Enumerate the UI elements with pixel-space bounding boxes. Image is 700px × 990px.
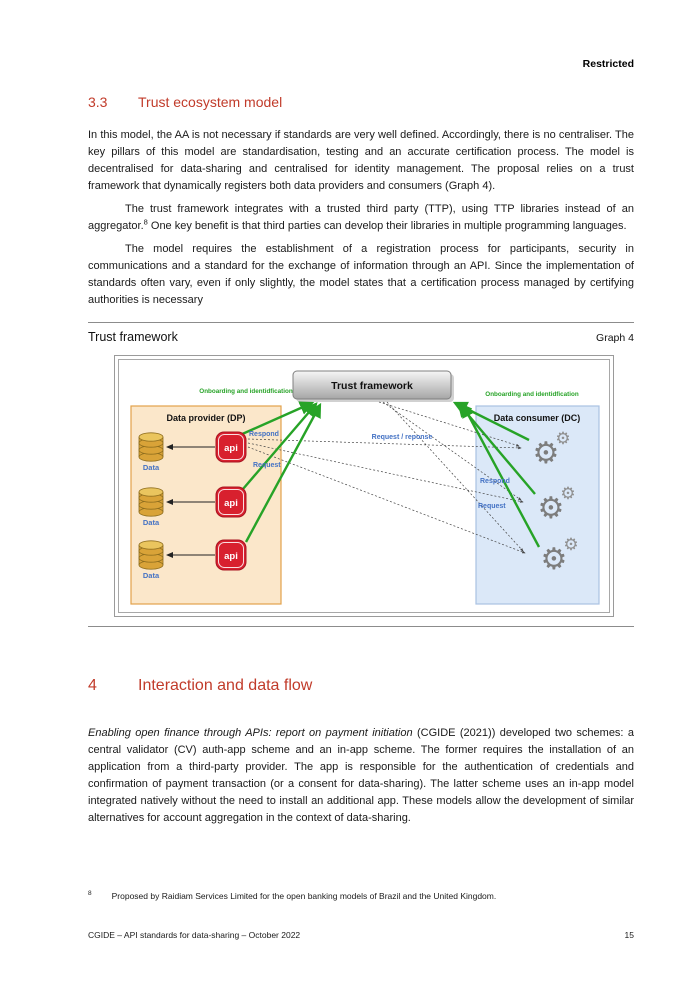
section-title: Interaction and data flow bbox=[138, 677, 313, 694]
database-icon bbox=[139, 433, 163, 461]
horizontal-rule bbox=[88, 626, 634, 627]
section-heading-3-3 bbox=[88, 94, 634, 110]
request-label-right: Request bbox=[478, 503, 506, 510]
paragraph-text: (CGIDE (2021)) developed two schemes: a central validator (CV) auth-app scheme and an in-app scheme. The former requires the installation of an application from a third-party provider. The app is responsible for the authentication of credentials and confirmation of payment transaction (or a consent for data-sharing). The latter scheme uses an in-app model integrated natively without the need to install an additional app. These models allow the development of similar alternatives for account aggregation in the context of data-sharing. bbox=[88, 727, 634, 824]
request-response-label: Request / reponse bbox=[371, 434, 433, 441]
paragraph: In this model, the AA is not necessary if standards are very well defined. Accordingly, there is no centraliser. The key pillars of this model are standardisation, testing and an accurate certification process. The model is decentralised for data-sharing and centralised for identity management. The proposal relies on a trust framework that dynamically registers both data providers and consumers (Graph 4). bbox=[88, 129, 634, 192]
paragraph bbox=[88, 201, 634, 235]
api-icon bbox=[216, 487, 246, 517]
paragraph-text: The trust framework integrates with a trusted third party (TTP), using TTP libraries instead of an aggregator. bbox=[88, 203, 634, 232]
footnote-text: Proposed by Raidiam Services Limited for the open banking models of Brazil and the United Kingdom. bbox=[111, 890, 497, 901]
trust-framework-box bbox=[293, 371, 454, 402]
figure-inner-frame bbox=[118, 359, 610, 613]
svg-text:⚙: ⚙ bbox=[540, 542, 568, 577]
svg-text:⚙: ⚙ bbox=[555, 429, 571, 449]
database-icon bbox=[139, 541, 163, 569]
section-title: Trust ecosystem model bbox=[138, 94, 283, 110]
trust-framework-diagram bbox=[119, 360, 611, 612]
footnote-ref: 8 bbox=[143, 217, 148, 227]
svg-text:⚙: ⚙ bbox=[563, 535, 579, 555]
data-consumer-header: Data consumer (DC) bbox=[493, 413, 581, 423]
footnote bbox=[88, 890, 634, 901]
section-number: 3.3 bbox=[88, 94, 108, 110]
section-number: 4 bbox=[88, 677, 97, 694]
svg-text:⚙: ⚙ bbox=[560, 484, 576, 504]
database-icon bbox=[139, 488, 163, 516]
graph-titlebar bbox=[88, 323, 634, 353]
figure-frame bbox=[114, 355, 614, 617]
api-icon bbox=[216, 540, 246, 570]
paragraph: The model requires the establishment of a registration process for participants, security in communications and a standard for the exchange of information through an API. Since the implementation of standards often vary, even if only slightly, the model states that a certification process managed by certifying authorities is necessary bbox=[88, 243, 634, 306]
respond-label-left: Respond bbox=[249, 431, 279, 438]
paragraph-text: One key benefit is that third parties can develop their libraries in multiple programming languages. bbox=[147, 220, 627, 232]
page-number: 15 bbox=[624, 930, 634, 940]
data-label: Data bbox=[142, 463, 160, 472]
api-label: api bbox=[224, 551, 238, 562]
data-label: Data bbox=[142, 571, 160, 580]
graph-number: Graph 4 bbox=[596, 332, 634, 344]
footnote-marker: 8 bbox=[88, 890, 92, 897]
onboarding-label-left: Onboarding and identidfication bbox=[199, 388, 293, 395]
graph-title: Trust framework bbox=[88, 330, 178, 344]
api-icon bbox=[216, 432, 246, 462]
svg-text:⚙: ⚙ bbox=[537, 491, 565, 526]
paragraph bbox=[88, 725, 634, 827]
onboarding-label-right: Onboarding and identidfication bbox=[485, 391, 579, 398]
api-label: api bbox=[224, 443, 238, 454]
data-provider-header: Data provider (DP) bbox=[166, 413, 246, 423]
page-footer bbox=[88, 930, 634, 940]
italic-reference: Enabling open finance through APIs: report on payment initiation bbox=[88, 727, 413, 739]
api-label: api bbox=[224, 498, 238, 509]
svg-text:⚙: ⚙ bbox=[532, 436, 560, 471]
footer-document-title: CGIDE – API standards for data-sharing – October 2022 bbox=[88, 930, 301, 940]
trust-framework-label: Trust framework bbox=[331, 380, 413, 392]
classification-label: Restricted bbox=[582, 58, 634, 70]
section-heading-4 bbox=[88, 677, 634, 695]
request-label-left: Request bbox=[253, 462, 281, 469]
respond-label-right: Respond bbox=[480, 478, 510, 485]
data-label: Data bbox=[142, 518, 160, 527]
